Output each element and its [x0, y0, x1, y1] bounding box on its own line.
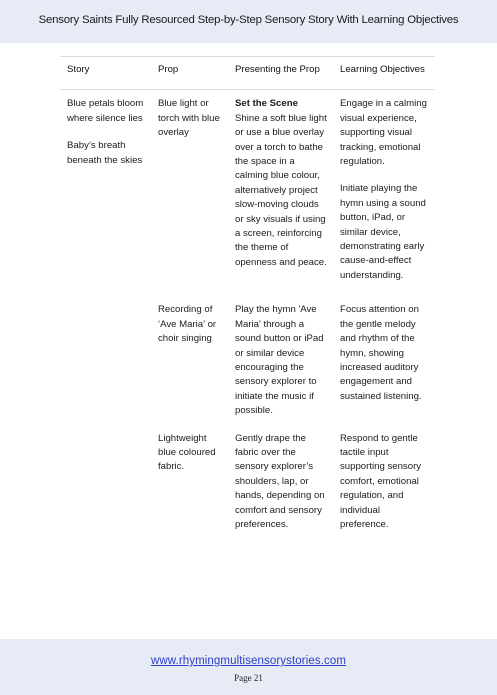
page-title: Sensory Saints Fully Resourced Step-by-Step Sensory Story With Learning Objectives: [38, 14, 459, 26]
objective-text: Engage in a calming visual experience, supporting visual tracking, emotional regulation.: [340, 98, 427, 168]
page-content: [0, 43, 497, 639]
table-row: [60, 419, 435, 533]
prop-cell: Recording of ‘Ave Maria’ or choir singing: [158, 304, 217, 345]
column-header-presenting: Presenting the Prop: [228, 57, 333, 90]
column-header-prop: Prop: [151, 57, 228, 90]
presenting-cell: [228, 90, 333, 283]
story-cell: [60, 283, 151, 418]
set-the-scene-heading: Set the Scene: [235, 98, 298, 110]
presenting-text: Shine a soft blue light or use a blue overlay over a torch to bathe the space in a calming blue colour, alternatively project slow-moving clouds or sky visuals if using a screen, reinforcing the theme of openness and peace.: [235, 112, 327, 268]
table-row: [60, 283, 435, 418]
website-link[interactable]: www.rhymingmultisensorystories.com: [150, 655, 347, 667]
story-cell: [60, 90, 151, 283]
page-header: [0, 0, 497, 43]
page-number: Page 21: [234, 673, 263, 683]
presenting-cell: Play the hymn 'Ave Maria' through a sound button or iPad or similar device encouraging the sensory explorer to initiate the music if possible.: [235, 304, 324, 417]
column-header-story: Story: [60, 57, 151, 90]
prop-cell: Lightweight blue coloured fabric.: [158, 432, 216, 473]
objectives-cell: Respond to gentle tactile input supporting sensory comfort, emotional regulation, and individual preference.: [340, 432, 422, 530]
prop-cell: Blue light or torch with blue overlay: [158, 98, 220, 139]
story-line: Blue petals bloom where silence lies: [67, 98, 144, 124]
presenting-cell: Gently drape the fabric over the sensory explorer’s shoulders, lap, or hands, depending on comfort and sensory preferences.: [235, 432, 325, 530]
sensory-story-table: [60, 56, 435, 532]
table-header-row: [60, 57, 435, 90]
objective-text: Initiate playing the hymn using a sound button, iPad, or similar device, demonstrating early cause-and-effect understanding.: [340, 183, 426, 281]
objectives-cell: [333, 90, 435, 283]
table-row: [60, 90, 435, 283]
objectives-cell: Focus attention on the gentle melody and rhythm of the hymn, showing increased auditory engagement and sustained listening.: [340, 304, 422, 402]
page-footer: [0, 639, 497, 695]
story-line: Baby’s breath beneath the skies: [67, 140, 143, 166]
column-header-objectives: Learning Objectives: [333, 57, 435, 90]
story-cell: [60, 419, 151, 533]
